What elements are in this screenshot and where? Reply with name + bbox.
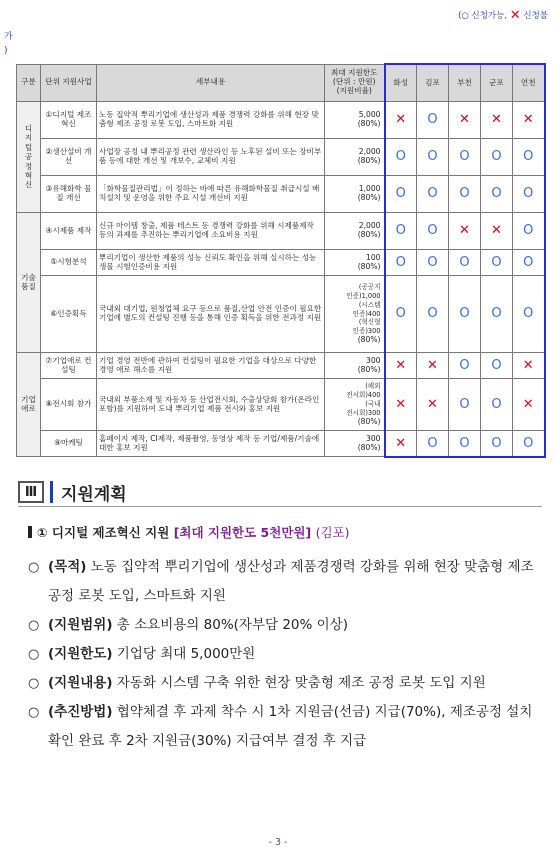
row-amount: (공공지 인증)1,000 (시스템 인증)400 (혁신형 인증)300 (80%) (325, 276, 385, 353)
row-unit: ⑦기업애로 컨설팅 (41, 353, 97, 379)
not-available-x-icon: ✕ (395, 112, 407, 128)
mark-cell (481, 102, 513, 139)
available-o-icon: O (395, 223, 406, 239)
available-o-icon: O (491, 306, 502, 322)
available-o-icon: O (491, 357, 502, 373)
mark-cell (449, 276, 481, 353)
circle-bullet-icon: ○ (28, 705, 40, 720)
circle-bullet-icon: ○ (28, 676, 40, 691)
group-digital: 디지털공정혁신 (17, 102, 41, 213)
header-region-gunpo: 군포 (481, 64, 513, 102)
row-unit: ③유해화학 물질 개선 (41, 176, 97, 213)
row-detail: 홈페이지 제작, CI제작, 제품촬영, 동영상 제작 등 기업/제품/기술에 대한 홍보 지원 (97, 431, 325, 457)
header-region-gimpo: 김포 (417, 64, 449, 102)
mark-cell (417, 213, 449, 250)
legend (458, 7, 548, 22)
mark-cell (417, 431, 449, 457)
mark-cell (481, 139, 513, 176)
mark-cell (385, 102, 417, 139)
available-o-icon: O (459, 435, 470, 451)
table-row (17, 431, 545, 457)
available-o-icon: O (427, 112, 438, 128)
mark-cell (385, 176, 417, 213)
row-amount: 300 (80%) (325, 431, 385, 457)
not-available-x-icon: ✕ (395, 435, 407, 451)
available-o-icon: O (523, 186, 534, 202)
not-available-x-icon: ✕ (427, 357, 438, 373)
not-available-x-icon: ✕ (522, 112, 534, 128)
legend-available: (○ 신청가능, (458, 11, 508, 21)
table-row (17, 353, 545, 379)
header-detail: 세부내용 (97, 64, 325, 102)
mark-cell (417, 102, 449, 139)
row-amount: 2,000 (80%) (325, 213, 385, 250)
available-o-icon: O (491, 396, 502, 412)
plan-items (28, 553, 544, 756)
row-amount: 2,000 (80%) (325, 139, 385, 176)
mark-cell (481, 176, 513, 213)
table-row (17, 379, 545, 431)
not-available-x-icon: ✕ (395, 357, 407, 373)
available-o-icon: O (523, 223, 534, 239)
section-heading (18, 478, 542, 507)
mark-cell (513, 379, 545, 431)
table-row (17, 250, 545, 276)
mark-cell (481, 250, 513, 276)
mark-cell (385, 379, 417, 431)
mark-cell (449, 250, 481, 276)
mark-cell (417, 250, 449, 276)
row-unit: ⑧전시회 참가 (41, 379, 97, 431)
available-o-icon: O (459, 149, 470, 165)
table-row (17, 213, 545, 250)
section-divider (50, 481, 53, 503)
mark-cell (513, 250, 545, 276)
available-o-icon: O (523, 306, 534, 322)
header-region-hwaseong: 화성 (385, 64, 417, 102)
row-amount: 1,000 (80%) (325, 176, 385, 213)
available-o-icon: O (491, 186, 502, 202)
mark-cell (449, 353, 481, 379)
mark-cell (513, 213, 545, 250)
mark-cell (513, 353, 545, 379)
not-available-x-icon: ✕ (522, 357, 534, 373)
available-o-icon: O (395, 186, 406, 202)
mark-cell (385, 250, 417, 276)
table-row (17, 139, 545, 176)
mark-cell (513, 431, 545, 457)
row-unit: ②생산설비 개선 (41, 139, 97, 176)
mark-cell (417, 353, 449, 379)
available-o-icon: O (427, 223, 438, 239)
available-o-icon: O (523, 254, 534, 270)
circle-bullet-icon: ○ (28, 618, 40, 633)
header-region-yeoncheon: 연천 (513, 64, 545, 102)
mark-cell (417, 176, 449, 213)
row-unit: ①디지털 제조혁신 (41, 102, 97, 139)
available-o-icon: O (427, 254, 438, 270)
list-item: ○ (목적) 노동 집약적 뿌리기업에 생산성과 제품경쟁력 강화를 위해 현장 맞춤형 제조 공정 로봇 도입, 스마트화 지원 (28, 553, 544, 611)
mark-cell (481, 276, 513, 353)
circle-bullet-icon: ○ (28, 647, 40, 662)
mark-cell (481, 379, 513, 431)
row-amount: 5,000 (80%) (325, 102, 385, 139)
available-o-icon: O (395, 149, 406, 165)
available-o-icon: O (459, 357, 470, 373)
mark-cell (449, 176, 481, 213)
row-amount: (해외 전시회)400 (국내 전시회)300 (80%) (325, 379, 385, 431)
available-o-icon: O (523, 149, 534, 165)
row-detail: 국내외 부품소재 및 자동차 등 산업전시회, 수출상담회 참가(온라인 포함)를 지원하여 도내 뿌리기업 제품 전시와 홍보 지원 (97, 379, 325, 431)
list-item: ○ (지원내용) 자동화 시스템 구축 위한 현장 맞춤형 제조 공정 로봇 도입 지원 (28, 669, 544, 698)
subsection-limit: [최대 지원한도 5천만원] (173, 525, 312, 540)
mark-cell (385, 431, 417, 457)
group-tech-quality: 기술품질 (17, 213, 41, 353)
available-o-icon: O (427, 149, 438, 165)
row-unit: ⑤시험분석 (41, 250, 97, 276)
not-available-x-icon: ✕ (395, 396, 407, 412)
not-available-x-icon: ✕ (459, 112, 470, 128)
list-item: ○ (지원범위) 총 소요비용의 80%(자부담 20% 이상) (28, 611, 544, 640)
row-detail: 신규 아이템 창출, 제품 테스트 등 경쟁력 강화를 위해 시제품제작 등의 과제를 추진하는 뿌리기업에 소요비용 지원 (97, 213, 325, 250)
row-unit: ④시제품 제작 (41, 213, 97, 250)
available-o-icon: O (427, 435, 438, 451)
available-o-icon: O (395, 254, 406, 270)
mark-cell (481, 213, 513, 250)
row-unit: ⑨마케팅 (41, 431, 97, 457)
header-group: 구분 (17, 64, 41, 102)
mark-cell (385, 276, 417, 353)
circle-bullet-icon: ○ (28, 560, 40, 575)
mark-cell (449, 379, 481, 431)
not-available-x-icon: ✕ (427, 396, 438, 412)
mark-cell (449, 139, 481, 176)
table-row (17, 102, 545, 139)
group-business-difficulty: 기업애로 (17, 353, 41, 457)
row-amount: 100 (80%) (325, 250, 385, 276)
mark-cell (385, 213, 417, 250)
mark-cell (417, 139, 449, 176)
mark-cell (449, 102, 481, 139)
section-title: 지원계획 (61, 484, 127, 505)
header-limit: 최대 지원한도 (단위 : 만원) (지원비율) (325, 64, 385, 102)
mark-cell (513, 276, 545, 353)
available-o-icon: O (427, 186, 438, 202)
mark-cell (481, 353, 513, 379)
note-line-2: ) (4, 46, 8, 56)
mark-cell (481, 431, 513, 457)
not-available-x-icon: ✕ (459, 223, 470, 239)
available-o-icon: O (491, 254, 502, 270)
subsection-region: (김포) (315, 525, 350, 540)
mark-cell (385, 353, 417, 379)
mark-cell (513, 139, 545, 176)
available-o-icon: O (427, 306, 438, 322)
section-number: Ⅲ (18, 481, 44, 503)
mark-cell (417, 379, 449, 431)
note-line-1: 가 (4, 32, 13, 42)
row-detail: 뿌리기업이 생산한 제품의 성능 신뢰도 확인을 위해 실시하는 성능생물 시험인증비용 지원 (97, 250, 325, 276)
available-o-icon: O (523, 435, 534, 451)
not-available-x-icon: ✕ (491, 223, 502, 239)
row-detail: 국내외 대기업, 원청업체 요구 등으로 품질,산업 안전 인증이 필요한 기업에 별도의 컨설팅 진행 등을 통해 인증 획득을 위한 전과정 지원 (97, 276, 325, 353)
available-o-icon: O (395, 306, 406, 322)
available-o-icon: O (459, 186, 470, 202)
table-row (17, 276, 545, 353)
available-o-icon: O (459, 254, 470, 270)
subsection-lead: ① 디지털 제조혁신 지원 (37, 525, 170, 540)
page-number: - 3 - (268, 837, 288, 848)
available-o-icon: O (491, 149, 502, 165)
x-mark-icon: ✕ (509, 8, 521, 23)
available-o-icon: O (459, 396, 470, 412)
available-o-icon: O (459, 306, 470, 322)
support-table (16, 63, 546, 458)
mark-cell (417, 276, 449, 353)
mark-cell (385, 139, 417, 176)
row-detail: 사업장 공정 내 뿌리공정 관련 생산라인 등 노후된 설비 또는 장비부품 등에 대한 개선 및 개보수, 교체비 지원 (97, 139, 325, 176)
row-detail: 기업 경영 전반에 관하여 컨설팅이 필요한 기업을 대상으로 다양한 경영 애로 해소를 지원 (97, 353, 325, 379)
available-o-icon: O (491, 435, 502, 451)
square-bullet-icon (28, 526, 32, 538)
legend-not-available: 신청불 (523, 11, 548, 21)
mark-cell (513, 176, 545, 213)
list-item: ○ (추진방법) 협약체결 후 과제 착수 시 1차 지원금(선금) 지급(70%), 제조공정 설치 확인 완료 후 2차 지원금(30%) 지급여부 결정 후 지급 (28, 698, 544, 756)
mark-cell (513, 102, 545, 139)
row-amount: 300 (80%) (325, 353, 385, 379)
row-unit: ⑥인증획득 (41, 276, 97, 353)
mark-cell (449, 213, 481, 250)
row-detail: 「화학물질관리법」이 정하는 바에 따른 유해화학물질 취급시설 배치설치 및 운영을 위한 주요 시설 개선비 지원 (97, 176, 325, 213)
row-detail: 노동 집약적 뿌리기업에 생산성과 제품 경쟁력 강화를 위해 현장 맞춤형 제조 공정 로봇 도입, 스마트화 지원 (97, 102, 325, 139)
table-row (17, 176, 545, 213)
mark-cell (449, 431, 481, 457)
header-region-bucheon: 부천 (449, 64, 481, 102)
not-available-x-icon: ✕ (491, 112, 502, 128)
subsection-heading (28, 523, 349, 541)
header-unit: 단위 지원사업 (41, 64, 97, 102)
not-available-x-icon: ✕ (522, 396, 534, 412)
list-item: ○ (지원한도) 기업당 최대 5,000만원 (28, 640, 544, 669)
